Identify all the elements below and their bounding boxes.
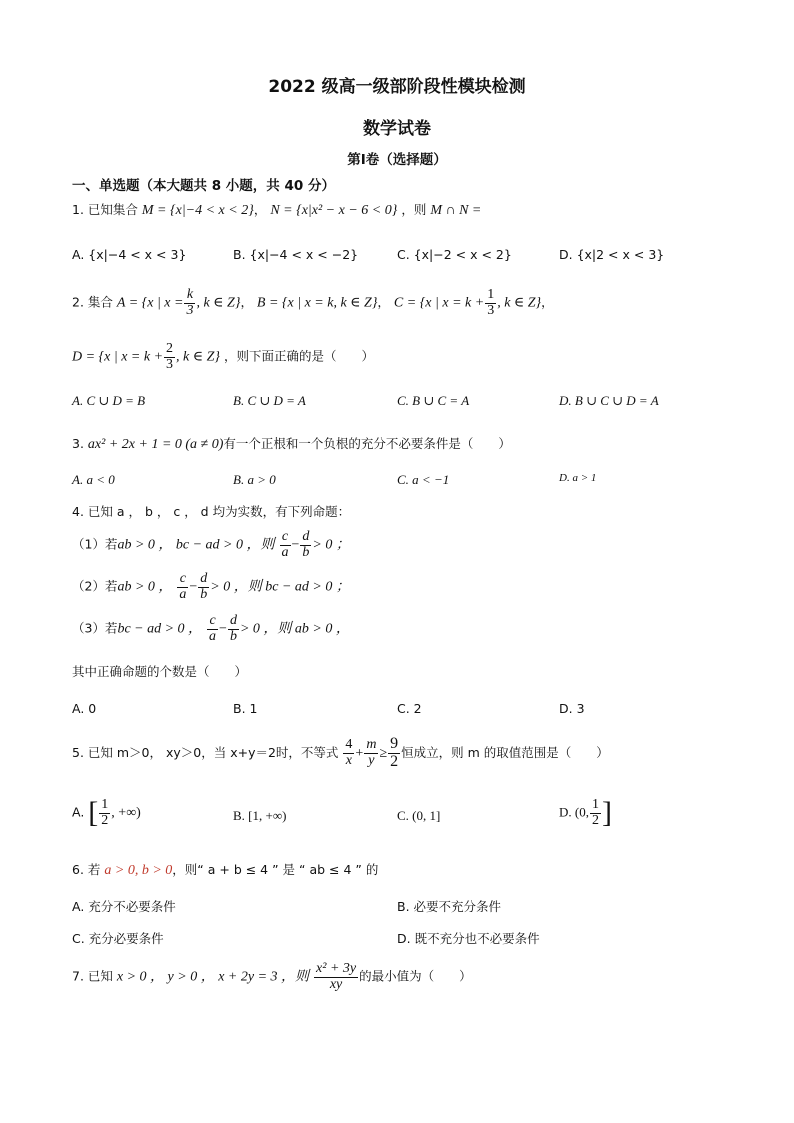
q7-f-num: x² + 3y bbox=[316, 961, 357, 976]
q4-p1-frac-db bbox=[300, 530, 311, 560]
q2-set-a-left: A = {x | x = bbox=[116, 295, 184, 311]
q2-option-a: A. C ∪ D = B bbox=[72, 393, 146, 408]
q5-f3-num: 9 bbox=[390, 735, 399, 752]
q4-p1-b: b bbox=[302, 544, 310, 560]
section-heading: 一、单选题（本大题共 8 小题，共 40 分） bbox=[72, 178, 335, 194]
q4-p2-tail: > 0 ，则 bc − ad > 0 ； bbox=[210, 579, 350, 595]
q4-p3-a: a bbox=[209, 628, 217, 644]
question-7-stem bbox=[72, 962, 472, 992]
q4-p1-prefix: （1）若 bbox=[72, 536, 118, 552]
q4-p3-prefix: （3）若 bbox=[72, 620, 118, 636]
q4-p2-frac-db bbox=[198, 572, 209, 602]
q1-set-n: N = {x|x² − x − 6 < 0} bbox=[270, 203, 398, 218]
q4-p1-d: d bbox=[302, 529, 310, 544]
q5-f3-den: 2 bbox=[390, 752, 399, 770]
q4-p1-cond: ab > 0 ， bc − ad > 0 ，则 bbox=[117, 537, 275, 553]
q4-ask: 其中正确命题的个数是（ ） bbox=[72, 664, 248, 679]
question-3-stem bbox=[72, 434, 511, 453]
q1-suffix: ，则 bbox=[401, 202, 427, 217]
q7-suffix: 的最小值为（ ） bbox=[359, 968, 472, 984]
q3-option-b: B. a > 0 bbox=[233, 472, 276, 487]
q4-p2-a: a bbox=[179, 586, 187, 602]
q1-option-d: D. {x|2 < x < 3} bbox=[559, 247, 665, 262]
q5-option-c: C. (0, 1] bbox=[397, 808, 441, 823]
q6-prefix: 6. 若 bbox=[72, 862, 101, 877]
q3-suffix: 有一个正根和一个负根的充分不必要条件是（ ） bbox=[223, 436, 511, 451]
q2-set-a-right: , k ∈ Z} bbox=[196, 295, 241, 311]
question-2-stem: 2. 集合 A = {x | x = $\frac{k}{3}$ , k ∈ Z}， B = {x | x = k, k ∈ Z}， C = {x | x = k + $\frac{1}{3}$ , k ∈ Z}， bbox=[72, 287, 554, 318]
q1-prefix: 1. 已知集合 bbox=[72, 202, 138, 217]
q4-p1-frac-ca bbox=[280, 530, 291, 560]
question-6-stem bbox=[72, 860, 378, 879]
q4-p1-c: c bbox=[280, 530, 291, 546]
q5-opta-prefix: A. bbox=[72, 804, 85, 820]
q5-optd-prefix: D. (0, bbox=[559, 804, 589, 820]
q4-p3-tail: > 0 ，则 ab > 0 ， bbox=[239, 621, 350, 637]
q5-optd-den: 2 bbox=[591, 812, 599, 828]
q6-option-b: B. 必要不充分条件 bbox=[397, 899, 502, 914]
q5-opta-den: 2 bbox=[101, 812, 109, 828]
q6-condition: a > 0, b > 0 bbox=[104, 863, 173, 878]
q2-set-c-fraction bbox=[485, 288, 496, 318]
exam-title: 2022 级高一级部阶段性模块检测 bbox=[268, 77, 526, 97]
q7-prefix: 7. 已知 bbox=[72, 968, 113, 984]
q4-option-d: D. 3 bbox=[559, 701, 585, 716]
q4-p2-c: c bbox=[177, 572, 188, 588]
q4-p2-frac-ca bbox=[177, 572, 188, 602]
q4-p2-d: d bbox=[200, 571, 208, 586]
q4-option-b: B. 1 bbox=[233, 701, 258, 716]
q1-set-m: M = {x|−4 < x < 2} bbox=[141, 203, 254, 218]
q4-p3-cond: bc − ad > 0 ， bbox=[117, 621, 203, 637]
q1-option-b: B. {x|−4 < x < −2} bbox=[233, 247, 359, 262]
q5-opta-num: 1 bbox=[101, 796, 109, 812]
q4-proposition-1: （1）若ab > 0 ， bc − ad > 0 ，则 $\frac{c}{a}$ − $\frac{d}{b}$ > 0 ； bbox=[72, 529, 350, 560]
q2-set-d-left: D = {x | x = k + bbox=[72, 349, 164, 365]
q4-p1-a: a bbox=[281, 544, 289, 560]
q4-option-c: C. 2 bbox=[397, 701, 422, 716]
q2-a-den: 3 bbox=[186, 302, 194, 318]
q3-option-c: C. a < −1 bbox=[397, 472, 450, 487]
q2-set-d-right: , k ∈ Z} bbox=[176, 349, 221, 365]
q5-optd-num: 1 bbox=[591, 796, 599, 812]
q7-condition: x > 0 ， y > 0 ， x + 2y = 3 ，则 bbox=[116, 969, 310, 985]
q2-set-a-fraction bbox=[184, 288, 195, 318]
q4-p3-d: d bbox=[229, 613, 237, 628]
question-2-stem-cont bbox=[72, 342, 374, 372]
q3-option-d: D. a > 1 bbox=[559, 472, 597, 484]
q4-p1-tail: > 0 ； bbox=[312, 537, 350, 553]
q3-equation: ax² + 2x + 1 = 0 (a ≠ 0) bbox=[87, 437, 224, 452]
q2-c-num: 1 bbox=[487, 287, 495, 302]
q1-ask: M ∩ N = bbox=[430, 203, 482, 218]
q2-set-c-right: , k ∈ Z} bbox=[497, 295, 542, 311]
q2-option-d: D. B ∪ C ∪ D = A bbox=[559, 393, 659, 408]
q6-mid: ，则“ a + b ≤ 4 ” 是 “ ab ≤ 4 ” 的 bbox=[172, 862, 379, 877]
q5-plus: + bbox=[355, 745, 364, 761]
q2-d-den: 3 bbox=[166, 356, 174, 372]
q5-suffix: 恒成立，则 m 的取值范围是（ ） bbox=[401, 744, 609, 760]
q2-d-num: 2 bbox=[166, 341, 174, 356]
q2-c-den: 3 bbox=[487, 302, 495, 318]
q2-prefix: 2. 集合 bbox=[72, 294, 113, 310]
q4-proposition-2: （2）若ab > 0 ， $\frac{c}{a}$ − $\frac{d}{b}$ > 0 ，则 bc − ad > 0 ； bbox=[72, 571, 350, 602]
q3-option-a: A. a < 0 bbox=[72, 472, 115, 487]
exam-subject: 数学试卷 bbox=[363, 119, 431, 139]
q2-set-d-fraction bbox=[164, 342, 175, 372]
q5-optd-fraction bbox=[590, 798, 601, 828]
q4-p2-b: b bbox=[200, 586, 208, 602]
q4-proposition-3: （3）若bc − ad > 0 ， $\frac{c}{a}$ − $\frac{d}{b}$ > 0 ，则 ab > 0 ， bbox=[72, 613, 350, 644]
volume-heading: 第Ⅰ卷（选择题） bbox=[347, 152, 447, 168]
q5-opta-fraction bbox=[99, 798, 110, 828]
q5-f2-num: m bbox=[366, 737, 377, 753]
question-4-stem: 4. 已知 a ， b ， c ， d 均为实数，有下列命题： bbox=[72, 504, 351, 519]
q4-p2-prefix: （2）若 bbox=[72, 578, 118, 594]
q7-f-den: xy bbox=[329, 976, 343, 992]
q5-f1-den: x bbox=[345, 752, 353, 768]
q5-frac-4-x bbox=[343, 738, 354, 768]
q5-opta-tail: , +∞) bbox=[111, 805, 141, 821]
q5-frac-9-2 bbox=[388, 736, 400, 771]
q4-p3-c: c bbox=[207, 614, 218, 630]
q7-fraction bbox=[314, 962, 358, 992]
q6-option-d: D. 既不充分也不必要条件 bbox=[397, 931, 540, 946]
question-5-stem bbox=[72, 736, 609, 771]
q5-option-b: B. [1, +∞) bbox=[233, 808, 287, 823]
q5-f1-num: 4 bbox=[345, 737, 353, 753]
q5-frac-m-y bbox=[364, 738, 378, 768]
q1-option-a: A. {x|−4 < x < 3} bbox=[72, 247, 187, 262]
q5-geq: ≥ bbox=[379, 745, 388, 761]
q2-option-b: B. C ∪ D = A bbox=[233, 393, 306, 408]
q4-option-a: A. 0 bbox=[72, 701, 97, 716]
q4-p3-b: b bbox=[229, 628, 237, 644]
q4-p3-frac-ca bbox=[207, 614, 218, 644]
q2-set-c-left: C = {x | x = k + bbox=[393, 295, 485, 311]
q2-set-b: B = {x | x = k, k ∈ Z} bbox=[256, 295, 378, 311]
q5-option-a: A. [ $\frac{1}{2}$ , +∞) bbox=[72, 796, 141, 829]
q6-option-a: A. 充分不必要条件 bbox=[72, 899, 176, 914]
q2-option-c: C. B ∪ C = A bbox=[397, 393, 470, 408]
q4-p2-cond: ab > 0 ， bbox=[117, 579, 173, 595]
q6-option-c: C. 充分必要条件 bbox=[72, 931, 164, 946]
q3-prefix: 3. bbox=[72, 436, 84, 451]
q2-ask: ，则下面正确的是（ ） bbox=[224, 348, 375, 364]
q5-option-d: D. (0, $\frac{1}{2}$ ] bbox=[559, 796, 612, 829]
q4-p3-frac-db bbox=[228, 614, 239, 644]
q1-option-c: C. {x|−2 < x < 2} bbox=[397, 247, 512, 262]
question-1-stem: 1. 已知集合 M = {x|−4 < x < 2}， N = {x|x² − x − 6 < 0} ，则 M ∩ N = bbox=[72, 202, 482, 218]
q5-f2-den: y bbox=[368, 752, 375, 768]
q2-a-num: k bbox=[184, 288, 195, 304]
q5-prefix: 5. 已知 m＞0， xy＞0，当 x+y＝2时，不等式 bbox=[72, 744, 339, 760]
